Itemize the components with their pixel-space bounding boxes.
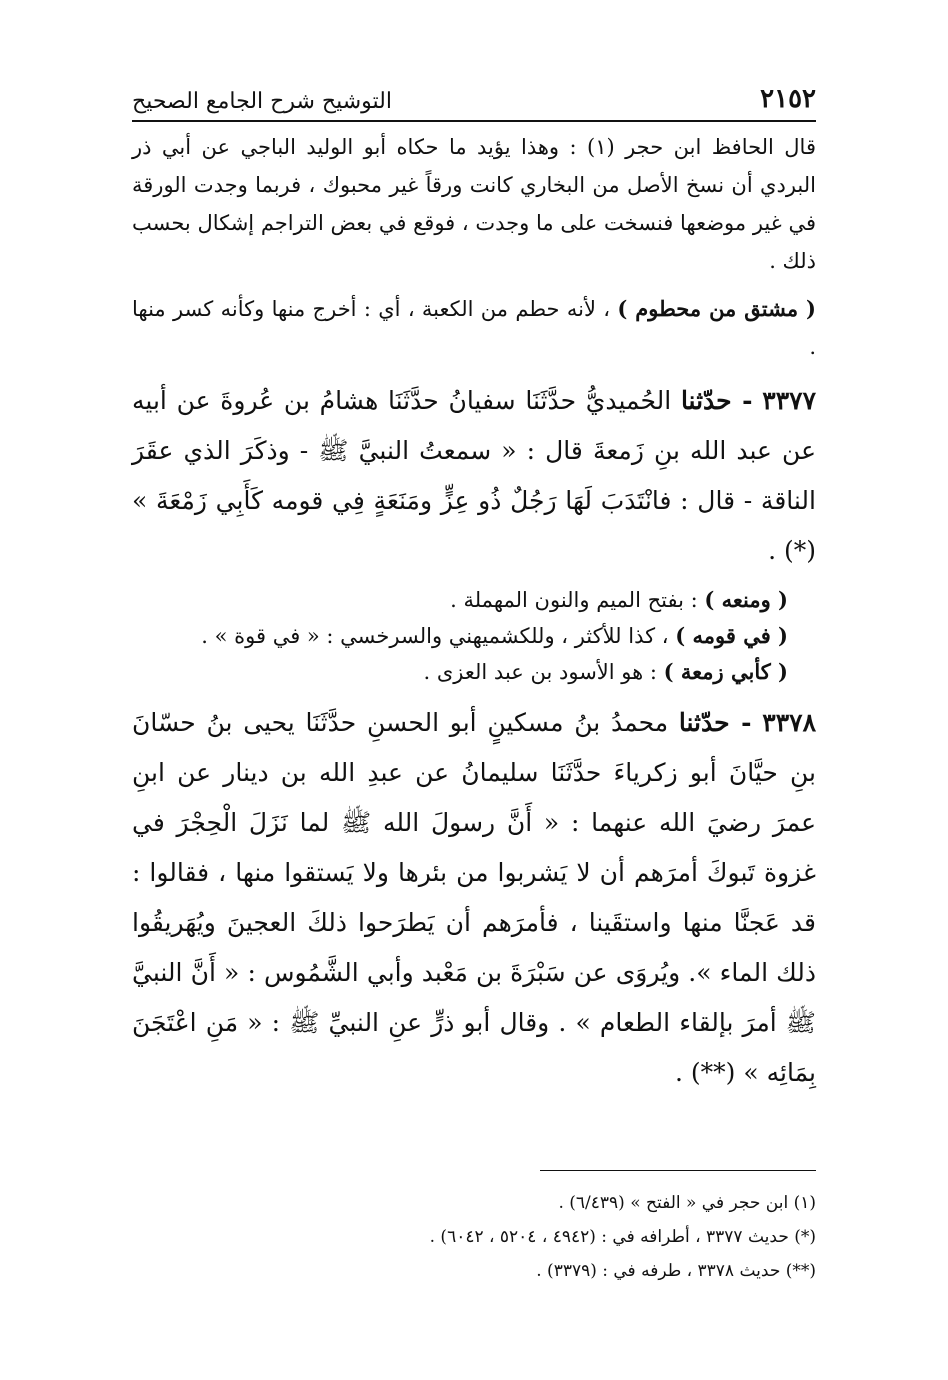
gloss-term: ( ومنعه ) xyxy=(704,587,788,612)
page-number: ٢١٥٢ xyxy=(760,84,816,114)
footnote: (١) ابن حجر في « الفتح » (٦/٤٣٩) . xyxy=(558,1193,816,1213)
hadith-3378 xyxy=(132,698,816,1098)
hadith-text: الحُميديُّ حدَّثَنَا سفيانُ حدَّثَنَا هشامُ بن عُروةَ عن أبيه عن عبد الله بنِ زَمعةَ قال : « سمعتُ النبيَّ ﷺ - وذكَرَ الذي عقَرَ الناقة - قال : فانْتَدَبَ لَهَا رَجُلٌ ذُو عِزٍّ ومَنَعَةٍ فِي قومه كَأَبِي زَمْعَةَ » (*) . xyxy=(132,386,816,565)
gloss-term: ( كأبي زمعة ) xyxy=(663,659,788,684)
gloss-text: : هو الأسود بن عبد العزى . xyxy=(423,660,657,684)
gloss-term: ( في قومه ) xyxy=(675,623,788,648)
footnote: (*) حديث ٣٣٧٧ ، أطرافه في : (٤٩٤٢ ، ٥٢٠٤ ، ٦٠٤٢) . xyxy=(429,1227,816,1247)
gloss-text: : بفتح الميم والنون المهملة . xyxy=(450,588,698,612)
gloss-term: ( مشتق من محطوم ) xyxy=(617,296,816,321)
gloss-line xyxy=(132,618,788,654)
gloss-text: ، لأنه حطم من الكعبة ، أي : أخرج منها وكأنه كسر منها . xyxy=(132,297,816,359)
hadith-number: ٣٣٧٧ xyxy=(762,386,817,415)
hadith-text: محمدُ بنُ مسكينٍ أبو الحسنِ حدَّثَنَا يحيى بنُ حسّانَ بنِ حيَّانَ أبو زكرياءَ حدَّثَنَا سليمانُ عن عبدِ الله بن دينار عن ابنِ عمرَ رضيَ الله عنهما : « أَنَّ رسولَ الله ﷺ لما نَزَلَ الْحِجْرَ في غزوة تَبوكَ أمرَهم أن لا يَشربوا من بئرها ولا يَستقوا منها ، فقالوا : قد عَجنَّا منها واستقَينا ، فأمرَهم أن يَطرَحوا ذلكَ العجينَ ويُهَريقُوا ذلك الماء ». ويُروَى عن سَبْرَةَ بن مَعْبد وأبي الشَّمُوس : « أَنَّ النبيَّ ﷺ أمرَ بإلقاء الطعام » . وقال أبو ذرٍّ عنِ النبيِّ ﷺ : « مَنِ اعْتَجَنَ بِمَائِه » (**) . xyxy=(132,708,816,1087)
hadith-lead: - حدّثنا xyxy=(680,386,753,415)
page-header xyxy=(132,78,816,122)
gloss-line xyxy=(132,582,788,618)
gloss-line xyxy=(132,290,816,366)
footnotes xyxy=(132,1186,816,1288)
page-body xyxy=(132,128,816,1104)
running-title: التوشيح شرح الجامع الصحيح xyxy=(132,89,392,114)
gloss-text: ، كذا للأكثر ، وللكشميهني والسرخسي : « في قوة » . xyxy=(201,624,669,648)
footnote-divider xyxy=(540,1170,816,1171)
hadith-number: ٣٣٧٨ xyxy=(762,708,816,737)
hadith-3377 xyxy=(132,376,816,576)
hadith-lead: - حدّثنا xyxy=(678,708,752,737)
commentary-paragraph: قال الحافظ ابن حجر (١) : وهذا يؤيد ما حكاه أبو الوليد الباجي عن أبي ذر البردي أن نسخ الأصل من البخاري كانت ورقاً غير محبوك ، فربما وجدت الورقة في غير موضعها فنسخت على ما وجدت ، فوقع في بعض التراجم إشكال بحسب ذلك . xyxy=(132,135,816,273)
gloss-line xyxy=(132,654,788,690)
footnote: (**) حديث ٣٣٧٨ ، طرفه في : (٣٣٧٩) . xyxy=(536,1261,816,1281)
